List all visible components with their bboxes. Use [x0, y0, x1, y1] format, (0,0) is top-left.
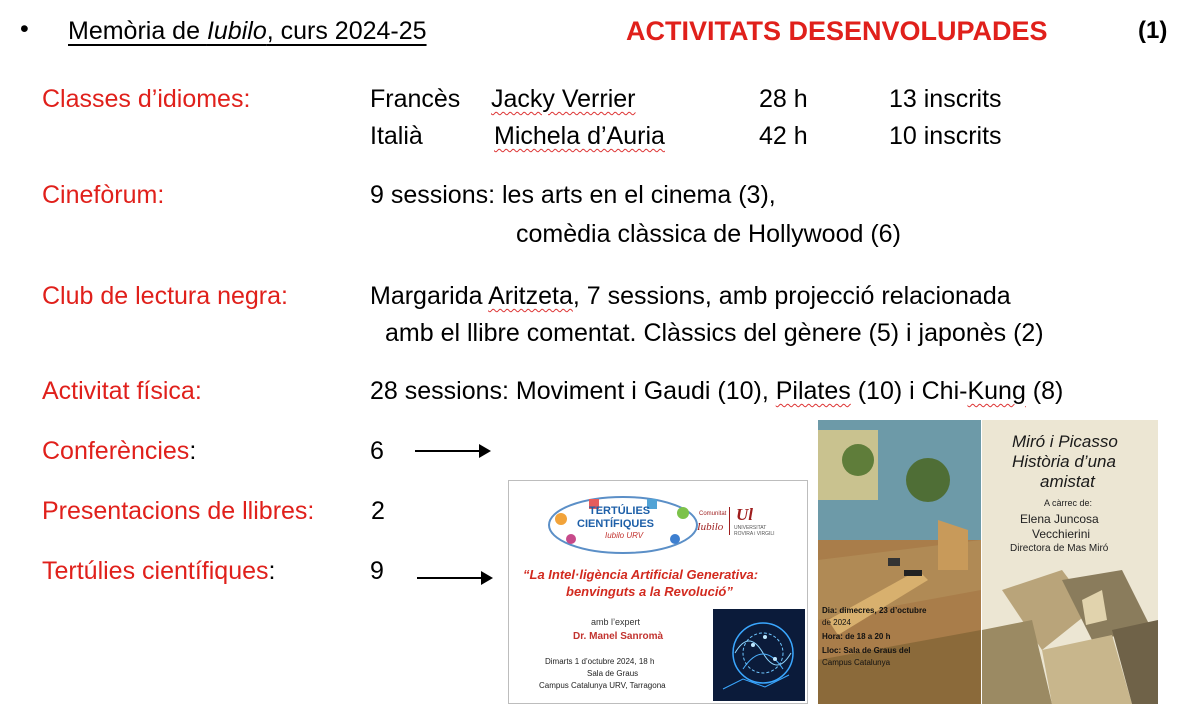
tertulies-label-text: Tertúlies científiques	[42, 557, 269, 585]
club-surname: Aritzeta	[488, 282, 573, 310]
miro-lloc-value: Sala de Graus del	[843, 646, 911, 655]
presentacions-value: 2	[371, 497, 385, 525]
conferencies-label-text: Conferències	[42, 437, 190, 465]
speaker-name: Dr. Manel Sanromà	[573, 631, 664, 642]
miro-year: de 2024	[822, 618, 851, 627]
label-idiomes: Classes d’idiomes:	[42, 85, 251, 113]
talk-title-line2: benvinguts a la Revolució”	[566, 584, 733, 599]
enrolled-italia: 10 inscrits	[889, 122, 1002, 150]
teacher-verrier: Jacky Verrier	[491, 85, 636, 113]
enrolled-frances: 13 inscrits	[889, 85, 1002, 113]
label-activitat-fisica: Activitat física:	[42, 377, 202, 405]
activitats-heading: ACTIVITATS DESENVOLUPADES	[626, 16, 1048, 46]
club-rest: , 7 sessions, amb projecció relacionada	[572, 282, 1011, 310]
club-line1	[370, 281, 1011, 311]
poster-tertulies	[508, 480, 808, 704]
miro-dia	[822, 606, 927, 615]
page-number: (1)	[1138, 17, 1168, 44]
tertulies-colon: :	[268, 557, 276, 585]
fisica-part3: (8)	[1025, 377, 1064, 405]
teacher-dauria: Michela d’Auria	[494, 122, 665, 150]
tertulies-label	[42, 556, 275, 586]
hours-frances: 28 h	[759, 85, 808, 113]
tertulies-value: 9	[370, 557, 384, 585]
badge-line2: CIENTÍFIQUES	[577, 518, 655, 530]
logo-univ2: ROVIRA i VIRGILI	[734, 531, 775, 537]
club-line2: amb el llibre comentat. Clàssics del gènere (5) i japonès (2)	[385, 319, 1044, 347]
hours-italia: 42 h	[759, 122, 808, 150]
conferencies-value: 6	[370, 437, 384, 465]
label-presentacions: Presentacions de llibres:	[42, 497, 315, 525]
title-italic: Iubilo	[206, 17, 267, 45]
logo-small: Comunitat	[699, 511, 727, 517]
logo-divider	[729, 507, 730, 535]
miro-speaker1: Elena Juncosa	[1020, 512, 1099, 526]
miro-lloc2: Campus Catalunya	[822, 658, 891, 667]
miro-painting-image	[818, 420, 981, 704]
conferencies-label	[42, 436, 196, 466]
miro-title2: Història d’una	[1012, 452, 1116, 471]
memoria-title	[68, 16, 427, 46]
miro-hora	[822, 632, 890, 641]
fisica-kung: Kung	[967, 377, 1026, 405]
cineforum-line2: comèdia clàssica de Hollywood (6)	[516, 220, 901, 248]
cineforum-line1: 9 sessions: les arts en el cinema (3),	[370, 181, 776, 209]
miro-title3: amistat	[1040, 472, 1095, 491]
urv-logo-icon	[734, 504, 764, 524]
miro-dia-value: dimecres, 23 d’octubre	[839, 606, 927, 615]
title-prefix: Memòria de	[68, 17, 207, 45]
label-club-lectura: Club de lectura negra:	[42, 282, 288, 310]
fisica-line	[370, 376, 1063, 406]
lang-italia: Italià	[370, 122, 423, 150]
ai-brain-image	[713, 609, 805, 701]
miro-hora-value: de 18 a 20 h	[845, 632, 891, 641]
label-cineforum: Cinefòrum:	[42, 181, 165, 209]
miro-hora-label: Hora:	[822, 632, 843, 641]
logo-univ1: UNIVERSITAT	[734, 525, 767, 531]
club-name: Margarida	[370, 282, 489, 310]
miro-lloc-label: Lloc:	[822, 646, 842, 655]
bullet: •	[20, 15, 29, 43]
conferencies-colon: :	[189, 437, 197, 465]
arrow-right-icon	[415, 450, 489, 452]
talk-title-line1: “La Intel·ligència Artificial Generativa:	[523, 567, 759, 582]
miro-title1: Miró i Picasso	[1012, 432, 1118, 451]
talk-place2: Campus Catalunya URV, Tarragona	[539, 681, 666, 690]
logo-name: Iubilo	[697, 521, 724, 533]
miro-speaker2: Vecchierini	[1032, 527, 1091, 541]
badge-line3: Iubilo URV	[605, 531, 644, 540]
expert-label: amb l’expert	[591, 617, 641, 627]
fisica-part1: 28 sessions: Moviment i Gaudi (10),	[370, 377, 776, 405]
miro-dia-label: Dia:	[822, 606, 838, 615]
lang-frances: Francès	[370, 85, 461, 113]
fisica-pilates: Pilates	[775, 377, 851, 405]
picasso-painting-image	[982, 420, 1158, 704]
title-suffix: , curs 2024-25	[266, 17, 427, 45]
talk-date: Dimarts 1 d’octubre 2024, 18 h	[545, 657, 655, 666]
fisica-part2: (10) i Chi-	[850, 377, 968, 405]
miro-by: A càrrec de:	[1044, 498, 1093, 508]
talk-place1: Sala de Graus	[587, 669, 639, 678]
arrow-right-icon	[417, 577, 491, 579]
svg-text:Ul: Ul	[736, 505, 753, 524]
miro-role: Directora de Mas Miró	[1010, 543, 1109, 554]
badge-line1: TERTÚLIES	[589, 505, 651, 517]
miro-lloc	[822, 646, 910, 655]
